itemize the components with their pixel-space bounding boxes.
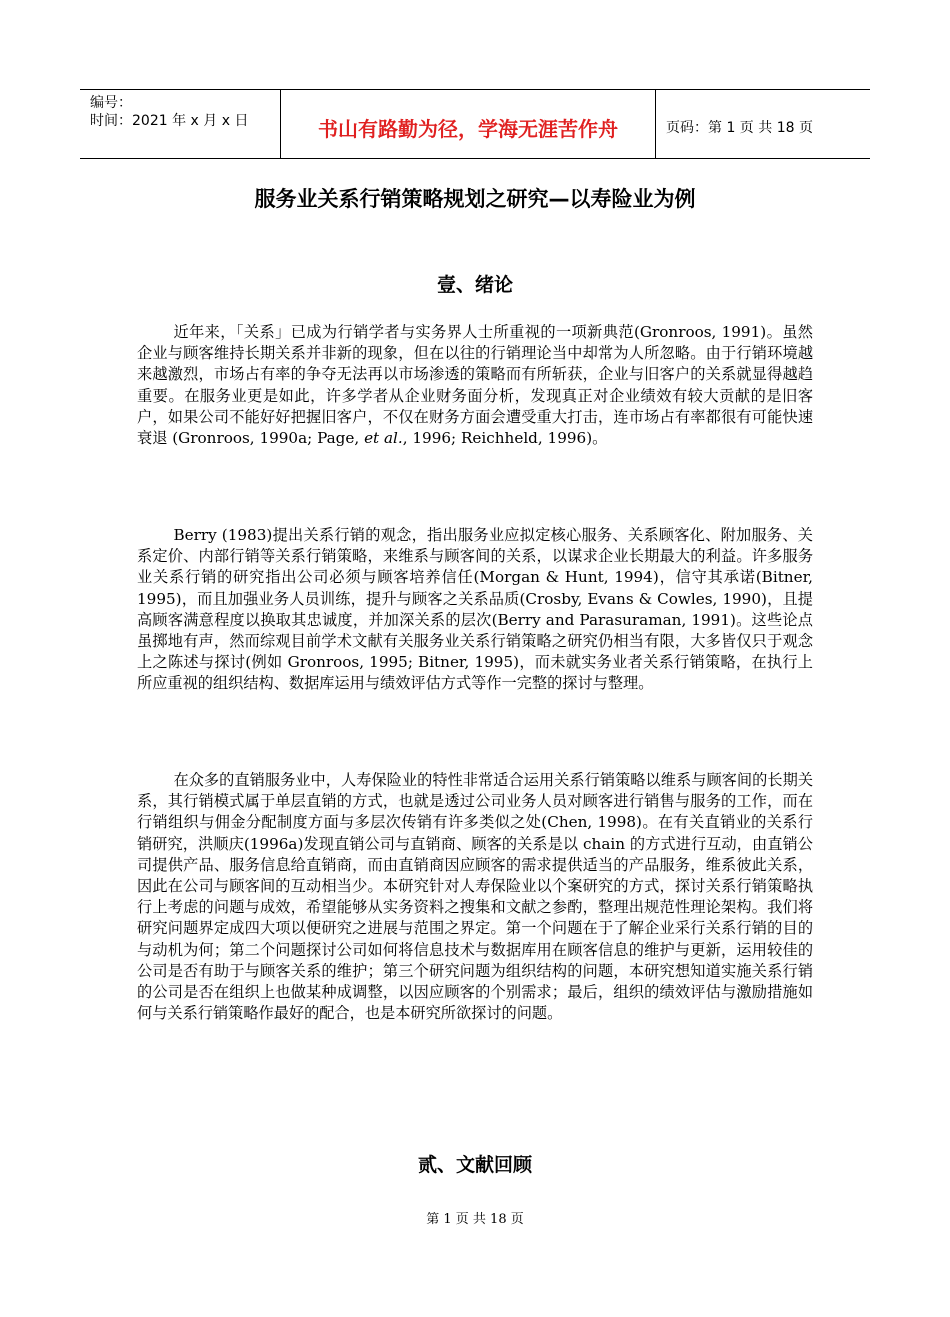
document-number-label: 编号： bbox=[90, 95, 132, 111]
section-heading-literature-review: 贰、文献回顾 bbox=[417, 1154, 532, 1176]
document-date: 时间：2021 年 x 月 x 日 bbox=[90, 113, 249, 129]
paragraph-1-text-a: 近年来，「关系」已成为行销学者与实务界人士所重视的一项新典范(Gronroos, 1991)。虽然企业与顾客维持长期关系并非新的现象，但在以往的行销理论当中却常为人所忽略。由于行销环境越来越激烈，市场占有率的争夺无法再以市场渗透的策略而有所斩获，企业与旧客户的关系就显得越趋重要。在服务业更是如此，许多学者从企业财务面分析，发现真正对企业绩效有较大贡献的是旧客户，如果公司不能好好把握旧客户，不仅在财务方面会遭受重大打击，连市场占有率都很有可能快速衰退 (Gronroos, 1990a; Page, bbox=[137, 323, 813, 448]
paragraph-1-italic: et al. bbox=[364, 429, 403, 448]
paragraph-3: 在众多的直销服务业中，人寿保险业的特性非常适合运用关系行销策略以维系与顾客间的长期关系，其行销模式属于单层直销的方式，也就是透过公司业务人员对顾客进行销售与服务的工作，而在行销组织与佣金分配制度方面与多层次传销有许多类似之处(Chen, 1998)。在有关直销业的关系行销研究，洪顺庆(1996a)发现直销公司与直销商、顾客的关系是以 chain 的方式进行互动，由直销公司提供产品、服务信息给直销商，而由直销商因应顾客的需求提供适当的产品服务，维系彼此关系，因此在公司与顾客间的互动相当少。本研究针对人寿保险业以个案研究的方式，探讨关系行销策略执行上考虑的问题与成效，希望能够从实务资料之搜集和文献之参酌，整理出规范性理论架构。我们将研究问题界定成四大项以便研究之进展与范围之界定。第一个问题在于了解企业采行关系行销的目的与动机为何；第二个问题探讨公司如何将信息技术与数据库用在顾客信息的维护与更新，运用较佳的公司是否有助于与顾客关系的维护；第三个研究问题为组织结构的问题，本研究想知道实施关系行销的公司是否在组织上也做某种成调整，以因应顾客的个别需求；最后，组织的绩效评估与激励措施如何与关系行销策略作最好的配合，也是本研究所欲探讨的问题。 bbox=[137, 771, 813, 1023]
header-meta bbox=[80, 90, 281, 158]
paragraph-1-text-b: , 1996; Reichheld, 1996)。 bbox=[402, 429, 608, 448]
document-title: 服务业关系行销策略规划之研究—以寿险业为例 bbox=[254, 187, 696, 211]
header-page-info: 页码：第 1 页 共 18 页 bbox=[666, 120, 813, 136]
header-motto: 书山有路勤为径，学海无涯苦作舟 bbox=[281, 90, 656, 158]
section-heading-introduction: 壹、绪论 bbox=[436, 274, 513, 296]
page-header bbox=[80, 89, 870, 159]
page-footer: 第 1 页 共 18 页 bbox=[426, 1212, 524, 1227]
paragraph-1 bbox=[137, 322, 813, 449]
paragraph-2: Berry (1983)提出关系行销的观念，指出服务业应拟定核心服务、关系顾客化、附加服务、关系定价、内部行销等关系行销策略，来维系与顾客间的关系，以谋求企业长期最大的利益。许多服务业关系行销的研究指出公司必须与顾客培养信任(Morgan & Hunt, 1994)，信守其承诺(Bitner, 1995)，而且加强业务人员训练，提升与顾客之关系品质(Crosby, Evans & Cowles, 1990)，且提高顾客满意程度以换取其忠诚度，并加深关系的层次(Berry and Parasuraman, 1991)。这些论点虽掷地有声，然而综观目前学术文献有关服务业关系行销策略之研究仍相当有限，大多皆仅只于观念上之陈述与探讨(例如 Gronroos, 1995; Bitner, 1995)，而未就实务业者关系行销策略，在执行上所应重视的组织结构、数据库运用与绩效评估方式等作一完整的探讨与整理。 bbox=[137, 526, 813, 693]
